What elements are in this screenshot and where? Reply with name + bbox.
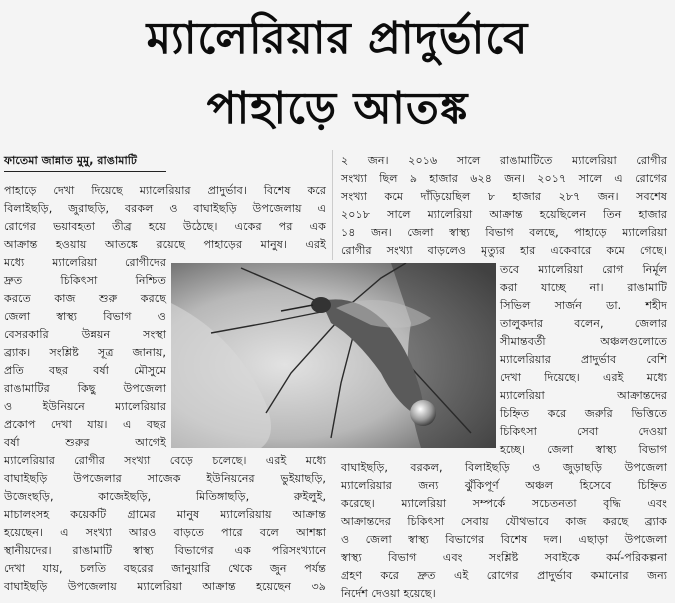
right-wrap-line: চিহ্নিত করে জরুরি ভিত্তিতে	[500, 407, 667, 420]
right-column-line: সংখ্যা কমে দাঁড়িয়েছিল ৮ হাজার ২৮৭ জন। সবশেষ	[341, 190, 667, 203]
left-column-line: রোগের ভয়াবহতা তীব্র হয়ে উঠেছে। একের পর এক	[4, 220, 326, 233]
right-bottom-line: আক্রান্তদের চিকিৎসা সেবায় যৌথভাবে কাজ করছে ব্র্যাক	[341, 515, 667, 528]
right-column-line: সংখ্যা ছিল ৯ হাজার ৬২৪ জন। ২০১৭ সালে এ রোগের	[341, 172, 667, 185]
left-column-line: ও ইউনিয়নে ম্যালেরিয়ার	[4, 400, 166, 413]
right-wrap-line: হচ্ছে। জেলা স্বাস্থ্য বিভাগ	[500, 443, 667, 456]
left-column-line: প্রকোপ দেখা যায়। এ বছর	[4, 418, 166, 431]
bottom-block-line: হয়েছেন। এ সংখ্যা আরও বাড়তে পারে বলে আশঙ্কা	[4, 526, 326, 539]
left-column-line: করতে কাজ শুরু করছে	[4, 292, 166, 305]
bottom-block-line: মাচালংসহ কয়েকটি গ্রামের মানুষ ম্যালেরিয়ায় আক্রান্ত	[4, 508, 326, 521]
right-wrap-line: করা যাচ্ছে না। রাঙামাটি	[500, 281, 667, 294]
byline: ফাতেমা জান্নাত মুমু, রাঙামাটি	[4, 154, 138, 167]
left-column-line: জেলা স্বাস্থ্য বিভাগ ও	[4, 310, 166, 323]
left-column-line: দ্রুত চিকিৎসা নিশ্চিত	[4, 274, 166, 287]
right-column-line: ২০১৮ সালে ম্যালেরিয়া আক্রান্ত হয়েছিলেন তিন হাজার	[341, 208, 667, 221]
byline-underline	[4, 171, 166, 172]
bottom-block-line: উজেংছড়ি, কাজেইছড়ি, মিতিঙ্গাছড়ি, রুইলুই,	[4, 490, 326, 503]
right-wrap-line: ম্যালেরিয়ার প্রাদুর্ভাব বেশি	[500, 353, 667, 366]
right-bottom-line: বাঘাইছড়ি, বরকল, বিলাইছড়ি ও জুড়াছড়ি উপজেলা	[341, 461, 667, 474]
mosquito-image	[171, 263, 496, 448]
right-wrap-line: সিভিল সার্জন ডা. শহীদ	[500, 299, 667, 312]
left-column-line: রাঙামাটির কিছু উপজেলা	[4, 382, 166, 395]
right-bottom-line: স্বাস্থ্য বিভাগ এবং সংশ্লিষ্ট সবাইকে কর্ম-পরিকল্পনা	[341, 551, 667, 564]
right-column-line: রোগীর সংখ্যা বাড়লেও মৃত্যুর হার একেবারে কমে গেছে।	[341, 244, 667, 257]
right-bottom-line: ও জেলা স্বাস্থ্য বিভাগের বিশেষ দল। এছাড়া উপজেলা	[341, 533, 667, 546]
bottom-block-line: বাঘাইছড়ি উপজেলায় ম্যালেরিয়া আক্রান্ত হয়েছেন ৩৯	[4, 580, 326, 593]
left-column-line: ব্র্যাক। সংশ্লিষ্ট সূত্র জানায়,	[4, 346, 166, 359]
headline-line-1: ম্যালেরিয়ার প্রাদুর্ভাবে	[146, 13, 529, 64]
headline-line-2: পাহাড়ে আতঙ্ক	[206, 83, 469, 134]
right-column-line: ১৪ জন। জেলা স্বাস্থ্য বিভাগ বলছে, পাহাড়ে ম্যালেরিয়া	[341, 226, 667, 239]
left-column-line: আক্রান্ত হওয়ায় আতঙ্কে রয়েছে পাহাড়ের মানুষ। এরই	[4, 238, 326, 251]
bottom-block-line: দেখা যায়, চলতি বছরের জানুয়ারি থেকে জুন পর্যন্ত	[4, 562, 326, 575]
right-wrap-line: ম্যালেরিয়া আক্রান্তদের	[500, 389, 667, 402]
right-column-line: ২ জন। ২০১৬ সালে রাঙামাটিতে ম্যালেরিয়া রোগীর	[341, 154, 667, 167]
bottom-block-line: স্থানীয়দের। রাঙামাটি স্বাস্থ্য বিভাগের এক পরিসংখ্যানে	[4, 544, 326, 557]
bottom-block-line: ম্যালেরিয়ার রোগীর সংখ্যা বেড়ে চলেছে। এরই মধ্যে	[4, 454, 326, 467]
right-wrap-line: সীমান্তবর্তী অঞ্চলগুলোতে	[500, 335, 667, 348]
right-wrap-line: চিকিৎসা সেবা দেওয়া	[500, 425, 667, 438]
bottom-block-line: বাঘাইছড়ি উপজেলার সাজেক ইউনিয়নের ভুইয়াছড়ি,	[4, 472, 326, 485]
right-wrap-line: তবে ম্যালেরিয়া রোগ নির্মূল	[500, 263, 667, 276]
right-bottom-line: ম্যালেরিয়ার জন্য ঝুঁকিপূর্ণ অঞ্চল হিসেবে চিহ্নিত	[341, 479, 667, 492]
right-wrap-line: দেখা দিয়েছে। এরই মধ্যে	[500, 371, 667, 384]
left-column-line: বেসরকারি উন্নয়ন সংস্থা	[4, 328, 166, 341]
right-wrap-line: তালুকদার বলেন, জেলার	[500, 317, 667, 330]
left-column-line: বিলাইছড়ি, জুরাছড়ি, বরকল ও বাঘাইছড়ি উপজেলায় এ	[4, 202, 326, 215]
left-column-line: প্রতি বছর বর্ষা মৌসুমে	[4, 364, 166, 377]
right-bottom-line: করেছে। ম্যালেরিয়া সম্পর্কে সচেতনতা বৃদ্ধি এবং	[341, 497, 667, 510]
mosquito-photo	[171, 263, 496, 448]
left-column-line: মধ্যে ম্যালেরিয়া রোগীদের	[4, 256, 166, 269]
column-divider	[332, 150, 333, 260]
right-bottom-line: নির্দেশ দেওয়া হয়েছে।	[341, 587, 436, 600]
left-column-line: বর্ষা শুরুর আগেই	[4, 436, 166, 449]
right-bottom-line: গ্রহণ করে দ্রুত এই রোগের প্রাদুর্ভাব কমানোর জন্য	[341, 569, 667, 582]
left-column-line: পাহাড়ে দেখা দিয়েছে ম্যালেরিয়ার প্রাদুর্ভাব। বিশেষ করে	[4, 184, 326, 197]
